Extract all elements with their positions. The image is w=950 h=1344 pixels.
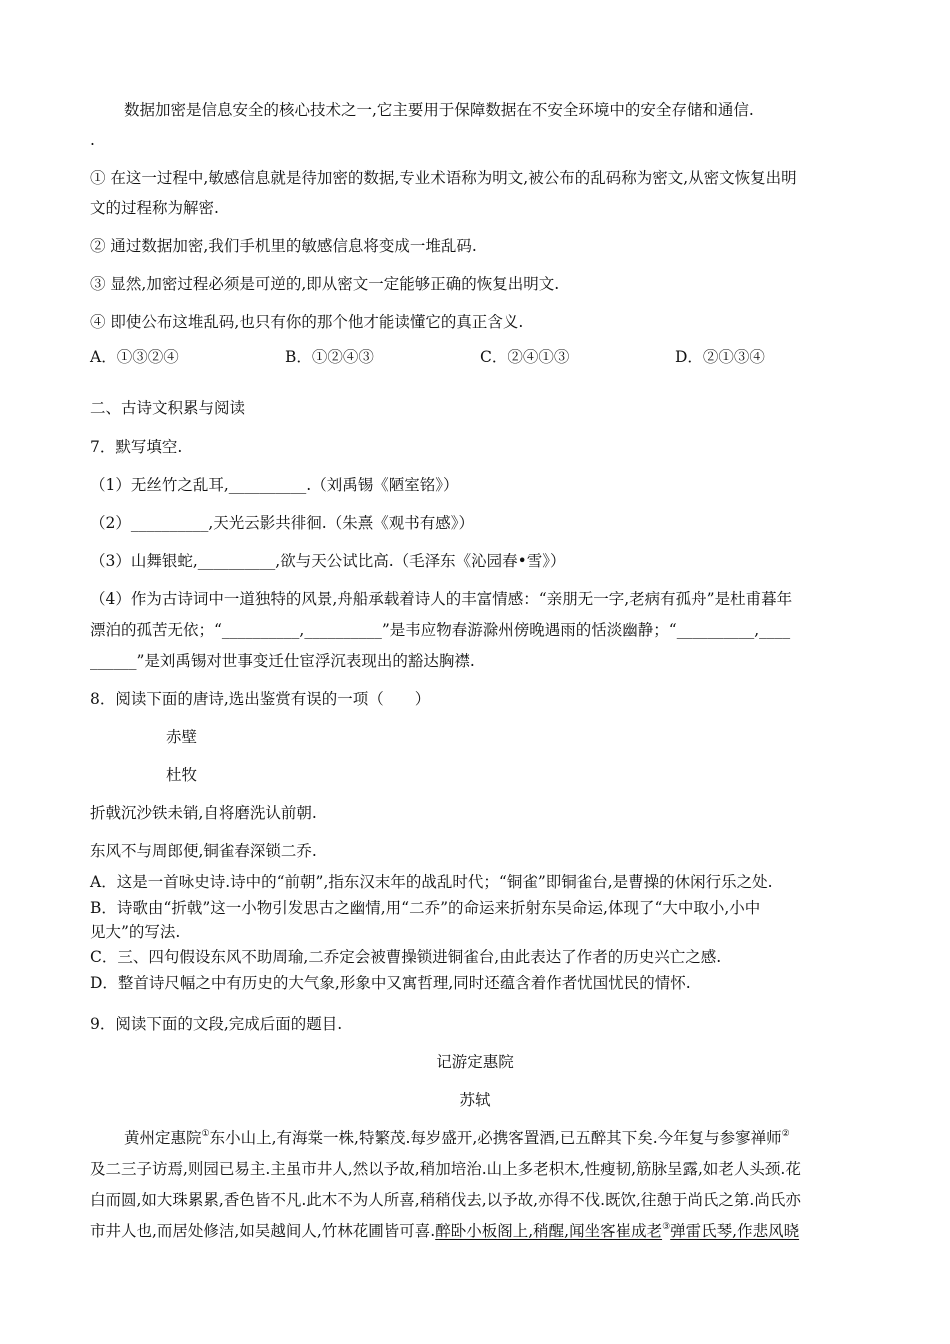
q7-fill-4-end: ______”是刘禹锡对世事变迁仕宦浮沉表现出的豁达胸襟. — [90, 652, 475, 670]
q8-option-d: D．整首诗尺幅之中有历史的大气象,形象中又寓哲理,同时还蕴含着作者忧国忧民的情怀. — [90, 974, 691, 992]
q7-fill-4-cont: 漂泊的孤苦无依；“__________,__________”是韦应物春游滁州傍晚遇雨的恬淡幽静；“__________,____ — [90, 621, 791, 639]
footnote-marker-1: ① — [201, 1129, 210, 1139]
essay-author: 苏轼 — [459, 1091, 491, 1109]
q6-option-a: A．①③②④ — [90, 348, 179, 366]
q6-sentence-2: ② 通过数据加密,我们手机里的敏感信息将变成一堆乱码. — [90, 237, 477, 255]
essay-text: 市井人也,而居处修洁,如吴越间人,竹林花圃皆可喜. — [90, 1222, 436, 1240]
stray-dot: . — [90, 131, 95, 149]
q6-option-c: C．②④①③ — [480, 348, 570, 366]
q7-fill-2: （2）__________,天光云影共徘徊.（朱熹《观书有感》） — [90, 514, 474, 532]
q7-title: 7．默写填空. — [90, 438, 183, 456]
underlined-sentence-cont: 弹雷氏琴,作悲风晓 — [670, 1222, 800, 1240]
essay-line-3: 白而圆,如大珠累累,香色皆不凡.此木不为人所喜,稍稍伐去,以予故,亦得不伐.既饮,往憩于尚氏之第.尚氏亦 — [90, 1191, 801, 1209]
footnote-marker-3: ③ — [662, 1222, 671, 1232]
q9-title: 9．阅读下面的文段,完成后面的题目. — [90, 1015, 343, 1033]
q6-sentence-1-cont: 文的过程称为解密. — [90, 199, 219, 217]
essay-text: 东小山上,有海棠一株,特繁茂.每岁盛开,必携客置酒,已五醉其下矣.今年复与参寥禅师 — [209, 1129, 782, 1147]
q8-option-c: C．三、四句假设东风不助周瑜,二乔定会被曹操锁进铜雀台,由此表达了作者的历史兴亡之感. — [90, 948, 722, 966]
q6-sentence-4: ④ 即使公布这堆乱码,也只有你的那个他才能读懂它的真正含义. — [90, 313, 524, 331]
q6-intro: 数据加密是信息安全的核心技术之一,它主要用于保障数据在不安全环境中的安全存储和通信. — [124, 101, 754, 119]
poem-title: 赤壁 — [166, 728, 198, 746]
essay-line-4 — [90, 1221, 799, 1241]
poem-author: 杜牧 — [166, 766, 198, 784]
q8-title: 8．阅读下面的唐诗,选出鉴赏有误的一项（ ） — [90, 690, 431, 708]
q6-option-d: D．②①③④ — [675, 348, 765, 366]
essay-title: 记游定惠院 — [436, 1053, 514, 1071]
q6-sentence-1: ① 在这一过程中,敏感信息就是待加密的数据,专业术语称为明文,被公布的乱码称为密文,从密文恢复出明 — [90, 169, 797, 187]
q8-option-b-cont: 见大”的写法. — [90, 923, 181, 941]
q7-fill-3: （3）山舞银蛇,__________,欲与天公试比高.（毛泽东《沁园春•雪》） — [90, 552, 566, 570]
poem-verse-1: 折戟沉沙铁未销,自将磨洗认前朝. — [90, 804, 317, 822]
q6-option-b: B．①②④③ — [285, 348, 374, 366]
q6-sentence-3: ③ 显然,加密过程必须是可逆的,即从密文一定能够正确的恢复出明文. — [90, 275, 560, 293]
footnote-marker-2: ② — [781, 1129, 790, 1139]
q7-fill-4: （4）作为古诗词中一道独特的风景,舟船承载着诗人的丰富情感：“亲朋无一字,老病有孤舟”是杜甫暮年 — [90, 590, 793, 608]
poem-verse-2: 东风不与周郎便,铜雀春深锁二乔. — [90, 842, 317, 860]
q7-fill-1: （1）无丝竹之乱耳,__________.（刘禹锡《陋室铭》） — [90, 476, 459, 494]
essay-line-2: 及二三子访焉,则园已易主.主虽市井人,然以予故,稍加培治.山上多老枳木,性瘦韧,筋脉呈露,如老人头颈.花 — [90, 1160, 801, 1178]
q8-option-b: B．诗歌由“折戟”这一小物引发思古之幽情,用“二乔”的命运来折射东吴命运,体现了“大中取小,小中 — [90, 899, 761, 917]
q8-option-a: A．这是一首咏史诗.诗中的“前朝”,指东汉末年的战乱时代；“铜雀”即铜雀台,是曹操的休闲行乐之处. — [90, 873, 773, 891]
section-heading: 二、古诗文积累与阅读 — [90, 399, 246, 417]
essay-line-1 — [124, 1128, 790, 1148]
underlined-sentence: 醉卧小板阁上,稍醒,闻坐客崔成老 — [435, 1222, 663, 1240]
essay-text: 黄州定惠院 — [124, 1129, 202, 1147]
